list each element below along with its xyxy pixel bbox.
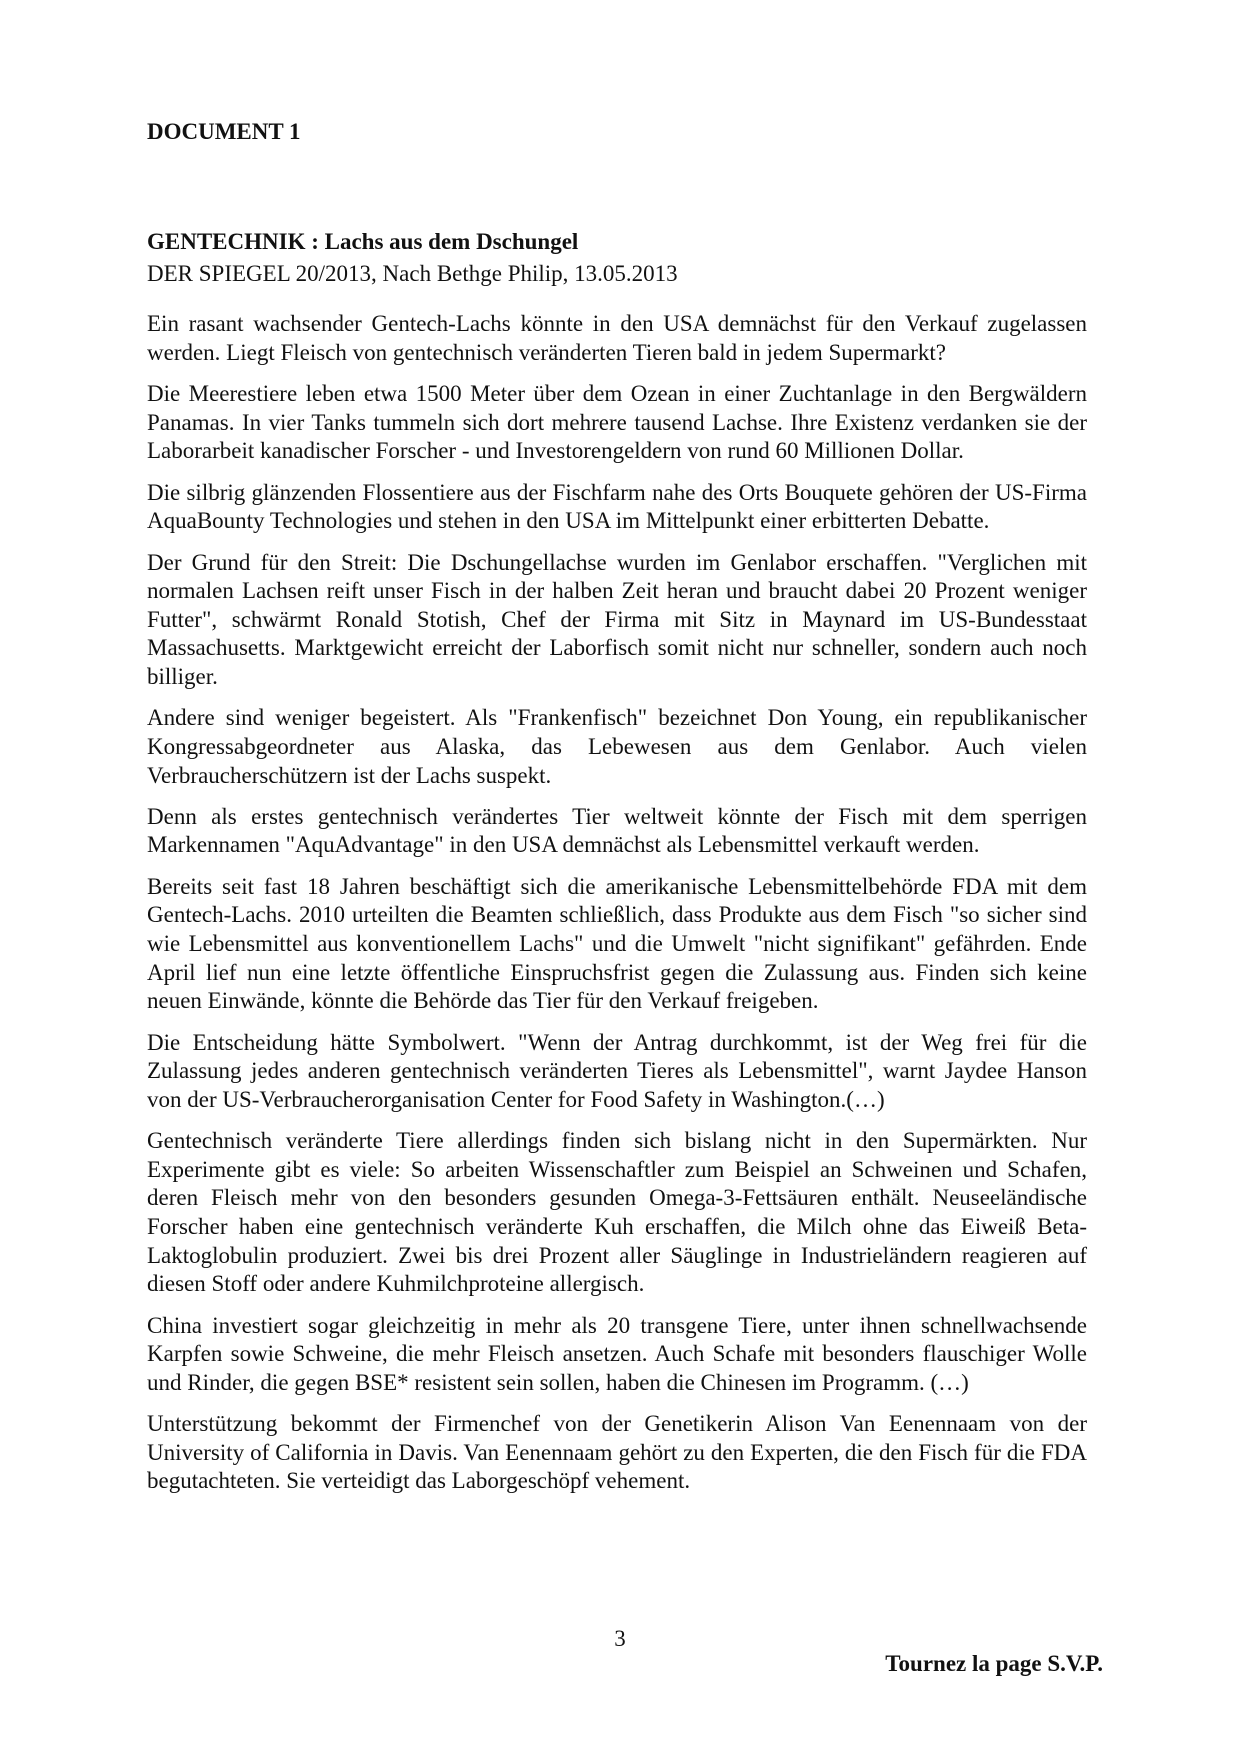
paragraph: Unterstützung bekommt der Firmenchef von der Genetikerin Alison Van Eenennaam von der University of California in Davis. Van Eenennaam gehört zu den Experten, die den Fisch für die FDA begutachteten. Sie verteidigt das Laborgeschöpf vehement. xyxy=(147,1411,1087,1494)
paragraph: China investiert sogar gleichzeitig in mehr als 20 transgene Tiere, unter ihnen schnellwachsende Karpfen sowie Schweine, die mehr Fleisch ansetzen. Auch Schafe mit besonders flauschiger Wolle und Rinder, die gegen BSE* resistent sein sollen, haben die Chinesen im Programm. (…) xyxy=(147,1312,1087,1395)
paragraph: Ein rasant wachsender Gentech-Lachs könnte in den USA demnächst für den Verkauf zugelassen werden. Liegt Fleisch von gentechnisch veränderten Tieren bald in jedem Supermarkt? xyxy=(147,311,1087,365)
paragraph: Der Grund für den Streit: Die Dschungellachse wurden im Genlabor erschaffen. "Verglichen mit normalen Lachsen reift unser Fisch in der halben Zeit heran und braucht dabei 20 Prozent weniger Futter", schwärmt Ronald Stotish, Chef der Firma mit Sitz in Maynard im US-Bundesstaat Massachusetts. Marktgewicht erreicht der Laborfisch somit nicht nur schneller, sondern auch noch billiger. xyxy=(147,549,1087,689)
paragraph: Die silbrig glänzenden Flossentiere aus der Fischfarm nahe des Orts Bouquete gehören der US-Firma AquaBounty Technologies und stehen in den USA im Mittelpunkt einer erbitterten Debatte. xyxy=(147,479,1087,534)
article-title: GENTECHNIK : Lachs aus dem Dschungel xyxy=(147,229,579,254)
paragraph: Gentechnisch veränderte Tiere allerdings finden sich bislang nicht in den Supermärkten. Nur Experimente gibt es viele: So arbeiten Wissenschaftler zum Beispiel an Schweinen und Schafen, deren Fleisch mehr von den besonders gesunden Omega-3-Fettsäuren enthält. Neuseeländische Forscher haben eine gentechnisch veränderte Kuh erschaffen, die Milch ohne das Eiweiß Beta-Laktoglobulin produziert. Zwei bis drei Prozent aller Säuglinge in Industrieländern reagieren auf diesen Stoff oder andere Kuhmilchproteine allergisch. xyxy=(147,1128,1087,1297)
paragraph: Andere sind weniger begeistert. Als "Frankenfisch" bezeichnet Don Young, ein republikanischer Kongressabgeordneter aus Alaska, das Lebewesen aus dem Genlabor. Auch vielen Verbraucherschützern ist der Lachs suspekt. xyxy=(147,705,1087,788)
document-label: DOCUMENT 1 xyxy=(147,119,301,144)
article-source: DER SPIEGEL 20/2013, Nach Bethge Philip, 13.05.2013 xyxy=(147,261,678,286)
document-page xyxy=(147,118,1087,1509)
turn-page-note: Tournez la page S.V.P. xyxy=(885,1651,1103,1676)
paragraph: Die Meerestiere leben etwa 1500 Meter über dem Ozean in einer Zuchtanlage in den Bergwäldern Panamas. In vier Tanks tummeln sich dort mehrere tausend Lachse. Ihre Existenz verdanken sie der Laborarbeit kanadischer Forscher - und Investorengeldern von rund 60 Millionen Dollar. xyxy=(147,380,1087,464)
article-body xyxy=(147,310,1087,1496)
page-number: 3 xyxy=(614,1626,626,1651)
paragraph: Denn als erstes gentechnisch verändertes Tier weltweit könnte der Fisch mit dem sperrigen Markennamen "AquAdvantage" in den USA demnächst als Lebensmittel verkauft werden. xyxy=(147,803,1087,858)
paragraph: Bereits seit fast 18 Jahren beschäftigt sich die amerikanische Lebensmittelbehörde FDA mit dem Gentech-Lachs. 2010 urteilten die Beamten schließlich, dass Produkte aus dem Fisch "so sicher sind wie Lebensmittel aus konventionellem Lachs" und die Umwelt "nicht signifikant" gefährden. Ende April lief nun eine letzte öffentliche Einspruchsfrist gegen die Zulassung aus. Finden sich keine neuen Einwände, könnte die Behörde das Tier für den Verkauf freigeben. xyxy=(147,873,1087,1014)
paragraph: Die Entscheidung hätte Symbolwert. "Wenn der Antrag durchkommt, ist der Weg frei für die Zulassung jedes anderen gentechnisch veränderten Tieres als Lebensmittel", warnt Jaydee Hanson von der US-Verbraucherorganisation Center for Food Safety in Washington.(…) xyxy=(147,1029,1087,1112)
